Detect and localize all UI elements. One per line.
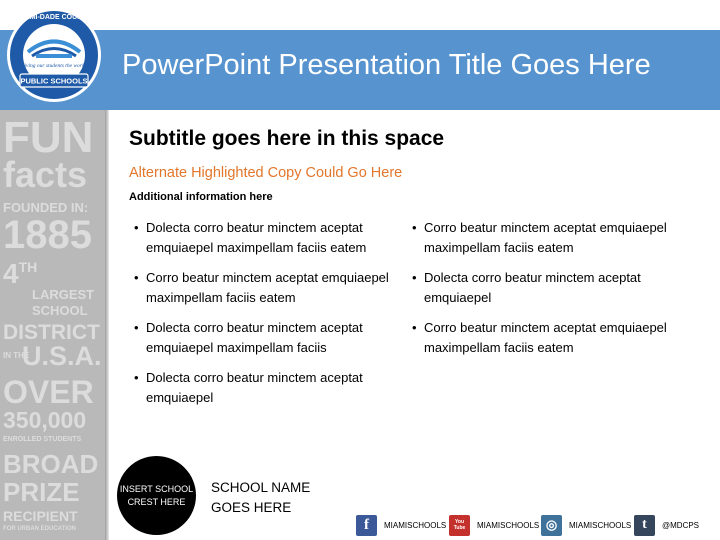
bullet-item: • Dolecta corro beatur minctem aceptat emquiaepel bbox=[412, 268, 682, 307]
additional-info[interactable]: Additional information here bbox=[129, 191, 273, 203]
sidebar-edge bbox=[105, 110, 109, 540]
social-instagram[interactable] bbox=[541, 514, 631, 536]
fact-line: FUN bbox=[3, 113, 94, 162]
fact-line: OVER bbox=[3, 374, 94, 410]
school-crest-placeholder[interactable] bbox=[117, 456, 196, 535]
bullet-item: • Corro beatur minctem aceptat emquiaepel maximpellam faciis eatem bbox=[412, 318, 682, 357]
fact-line: LARGEST bbox=[32, 287, 95, 302]
social-label: MIAMISCHOOLS bbox=[477, 520, 540, 530]
fun-facts-sidebar bbox=[0, 110, 107, 540]
fact-line: FOR URBAN EDUCATION bbox=[3, 526, 76, 532]
fact-line: ENROLLED STUDENTS bbox=[3, 436, 82, 443]
slide-subtitle[interactable]: Subtitle goes here in this space bbox=[129, 127, 445, 150]
social-label: MIAMISCHOOLS bbox=[569, 520, 632, 530]
bullet-item: • Dolecta corro beatur minctem aceptat emquiaepel bbox=[134, 368, 404, 407]
fact-line: RECIPIENT bbox=[3, 508, 78, 524]
social-label: @MDCPS bbox=[662, 520, 700, 530]
bullet-item: • Dolecta corro beatur minctem aceptat emquiaepel maximpellam faciis eatem bbox=[134, 218, 404, 257]
highlighted-copy[interactable]: Alternate Highlighted Copy Could Go Here bbox=[129, 165, 403, 181]
top-strip bbox=[0, 0, 720, 30]
social-facebook[interactable] bbox=[356, 514, 446, 536]
crest-label: INSERT SCHOOL CREST HERE bbox=[119, 483, 194, 507]
logo-banner: PUBLIC SCHOOLS bbox=[20, 76, 88, 86]
fact-line: U.S.A. bbox=[22, 341, 102, 371]
bullet-item: • Corro beatur minctem aceptat emquiaepel maximpellam faciis eatem bbox=[412, 218, 682, 257]
tumblr-icon: t bbox=[634, 515, 655, 536]
youtube-icon: You Tube bbox=[449, 515, 470, 536]
social-youtube[interactable] bbox=[449, 514, 539, 536]
fact-line: PRIZE bbox=[3, 477, 80, 507]
fact-line: DISTRICT bbox=[3, 321, 100, 344]
school-name[interactable]: SCHOOL NAME GOES HERE bbox=[211, 480, 311, 515]
slide-title[interactable]: PowerPoint Presentation Title Goes Here bbox=[122, 49, 651, 81]
social-tumblr[interactable] bbox=[634, 514, 699, 536]
fact-line: 1885 bbox=[3, 213, 92, 257]
fact-line: 350,000 bbox=[3, 407, 87, 433]
bullet-list-left[interactable] bbox=[134, 218, 404, 418]
bullet-list-right[interactable] bbox=[412, 218, 682, 368]
fact-line: IN THE bbox=[3, 351, 30, 360]
logo-ring-text: MIAMI-DADE COUNTY bbox=[16, 14, 92, 21]
bullet-item: • Dolecta corro beatur minctem aceptat emquiaepel maximpellam faciis bbox=[134, 318, 404, 357]
fact-line: FOUNDED IN: bbox=[3, 200, 89, 215]
fact-line: BROAD bbox=[3, 449, 99, 479]
fact-line: facts bbox=[3, 154, 88, 195]
bullet-item: • Corro beatur minctem aceptat emquiaepel maximpellam faciis eatem bbox=[134, 268, 404, 307]
fact-line: 4TH bbox=[3, 258, 38, 289]
social-label: MIAMISCHOOLS bbox=[384, 520, 447, 530]
school-district-logo bbox=[6, 7, 102, 103]
logo-tagline: giving our students the world bbox=[21, 63, 87, 69]
instagram-icon: ◎ bbox=[541, 515, 562, 536]
facebook-icon: f bbox=[356, 515, 377, 536]
fact-line: SCHOOL bbox=[32, 303, 88, 318]
